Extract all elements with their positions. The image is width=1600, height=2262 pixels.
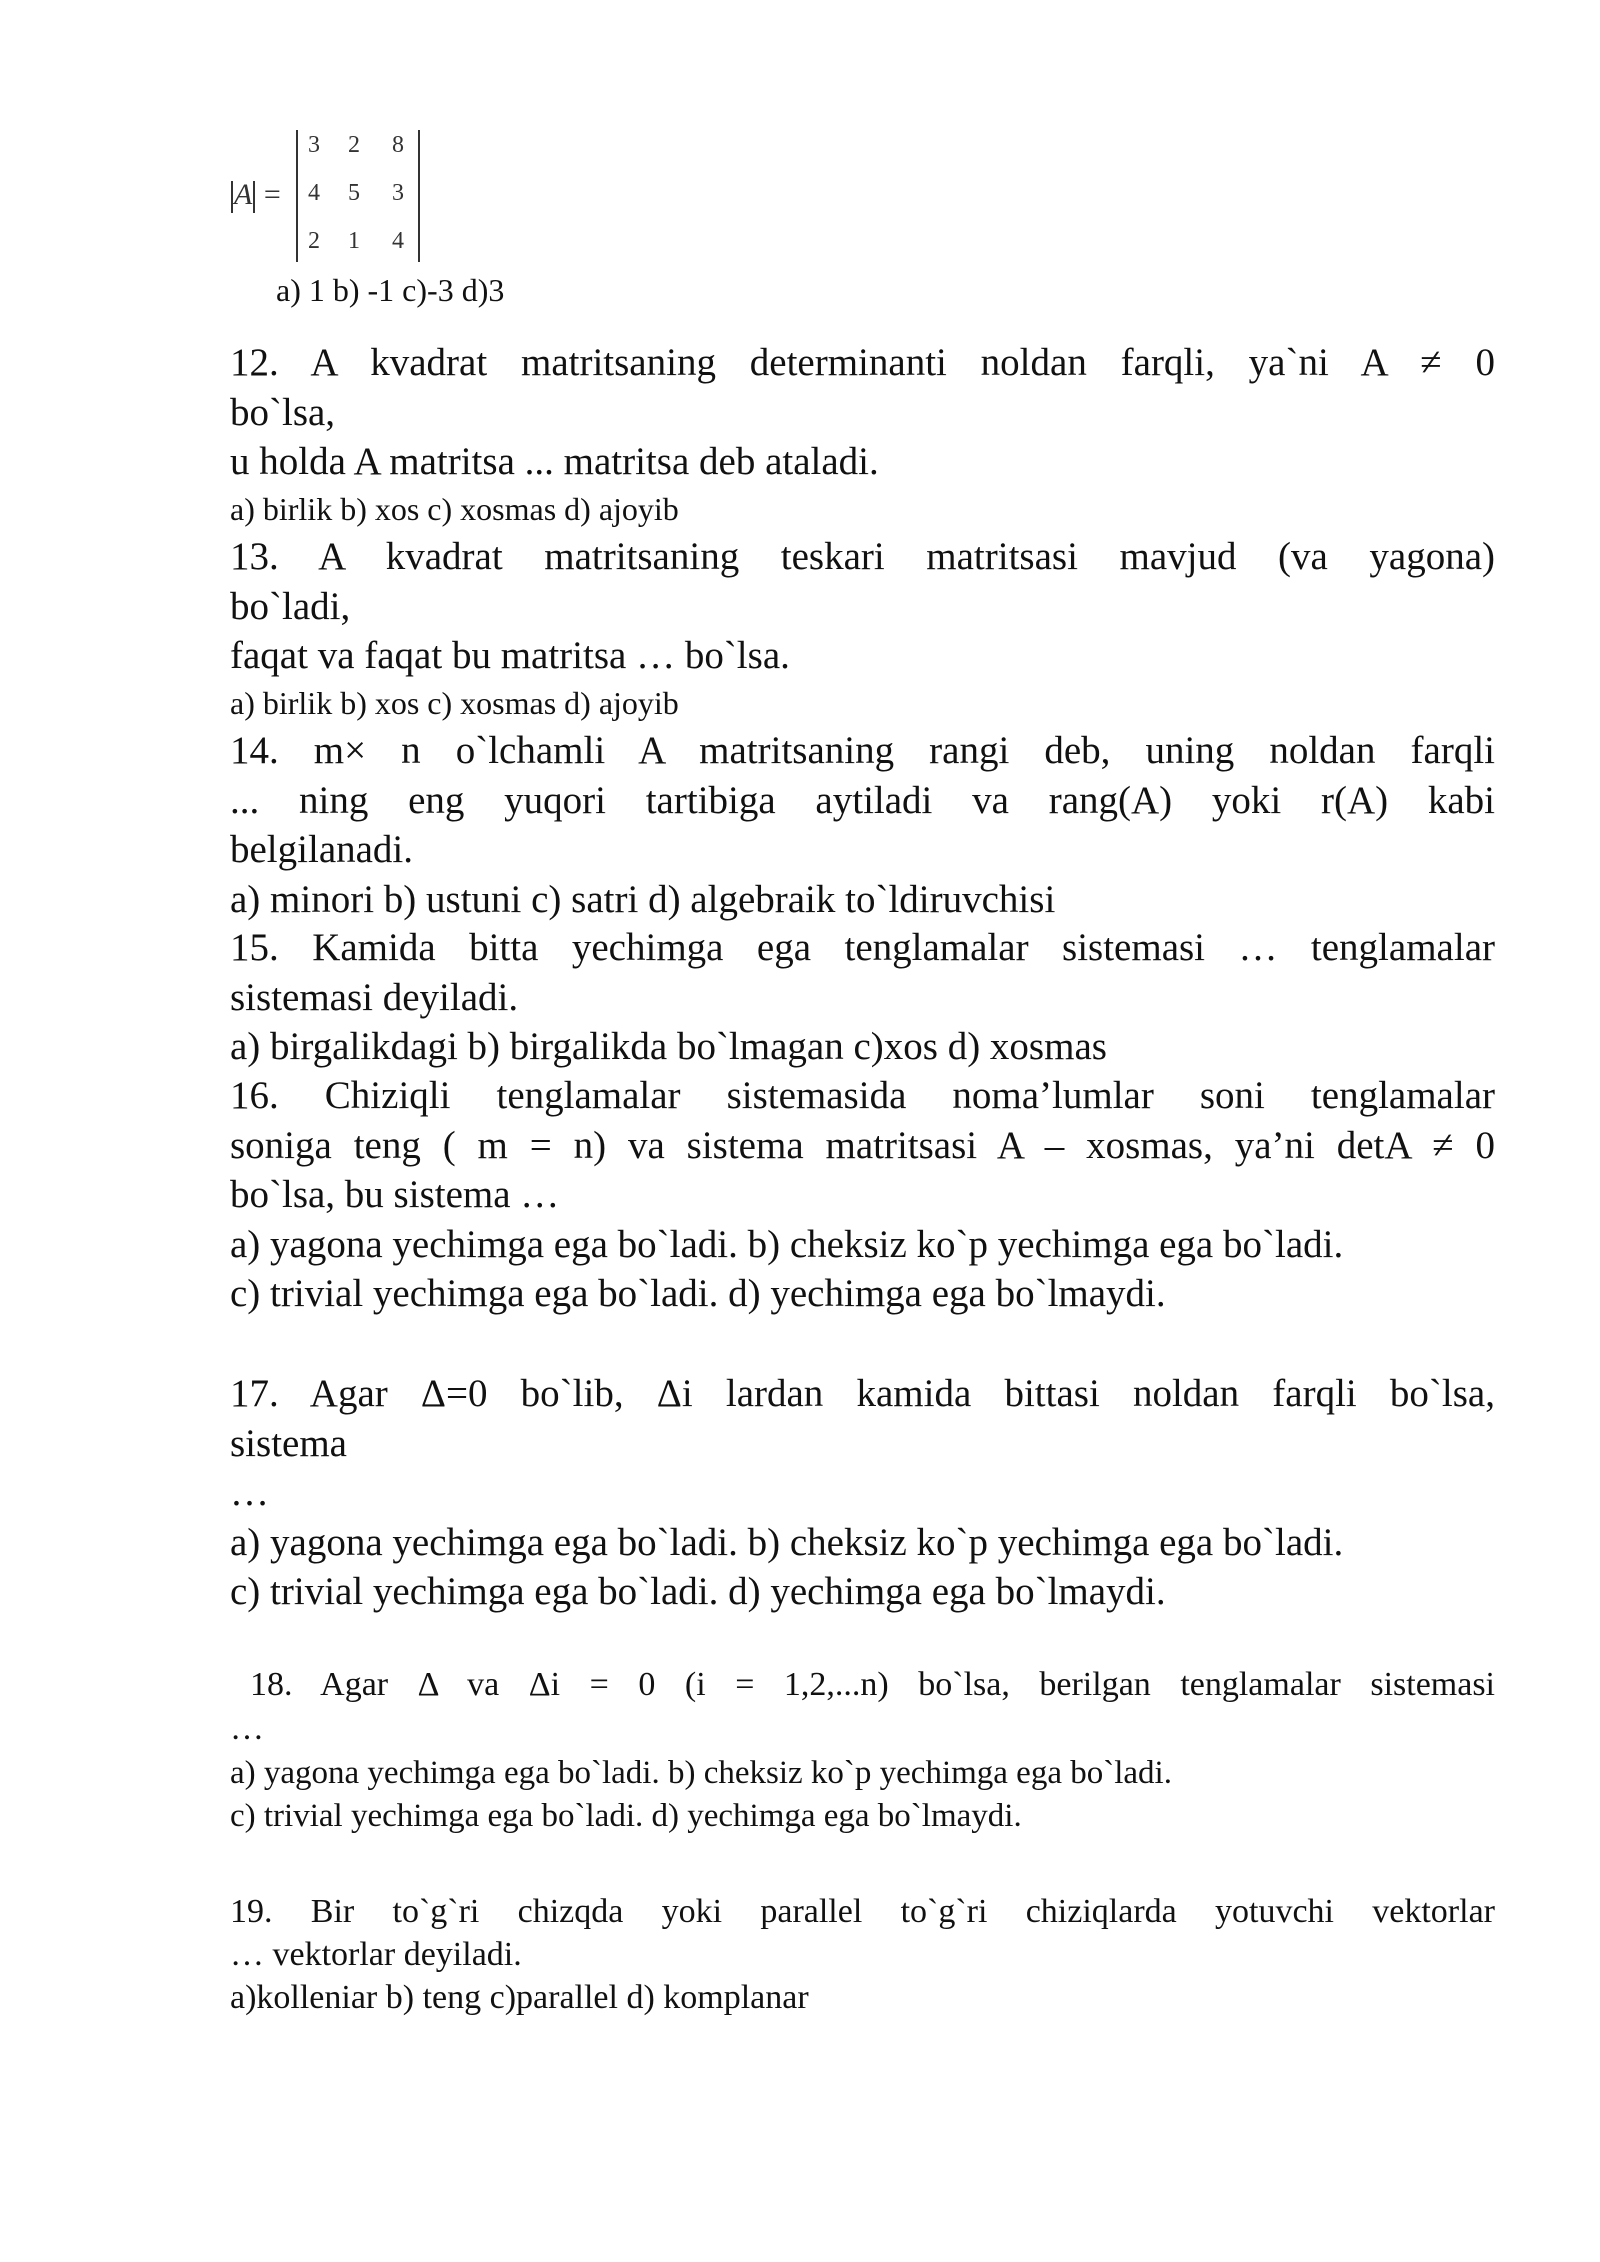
question-14-line2: ... ning eng yuqori tartibiga aytiladi va rang(A) yoki r(A) kabi bbox=[230, 778, 1495, 822]
question-15-options: a) birgalikdagi b) birgalikda bo`lmagan c)xos d) xosmas bbox=[230, 1025, 1107, 1068]
question-14-options: a) minori b) ustuni c) satri d) algebraik to`ldiruvchisi bbox=[230, 877, 1056, 921]
matrix-cell: 4 bbox=[392, 228, 404, 254]
matrix-options: a) 1 b) -1 c)-3 d)3 bbox=[276, 272, 505, 308]
matrix-cell: 1 bbox=[348, 228, 360, 254]
determinant-matrix bbox=[230, 128, 430, 268]
question-16-options-ab: a) yagona yechimga ega bo`ladi. b) cheksiz ko`p yechimga ega bo`ladi. bbox=[230, 1222, 1344, 1266]
matrix-cell: 4 bbox=[308, 180, 320, 206]
question-13 bbox=[230, 532, 1495, 725]
question-13-line2: bo`ladi, bbox=[230, 584, 351, 628]
question-18-cont bbox=[230, 1706, 1495, 1838]
matrix-cell: 2 bbox=[308, 228, 320, 254]
question-19-line2: … vektorlar deyiladi. bbox=[230, 1936, 522, 1973]
matrix-cell: 8 bbox=[392, 132, 404, 158]
question-17-options-cd: c) trivial yechimga ega bo`ladi. d) yechimga ega bo`lmaydi. bbox=[230, 1570, 1166, 1613]
question-17-line3: … bbox=[230, 1471, 269, 1514]
question-13-options: a) birlik b) xos c) xosmas d) ajoyib bbox=[230, 684, 679, 721]
question-12 bbox=[230, 338, 1495, 531]
question-17-options-ab: a) yagona yechimga ega bo`ladi. b) cheksiz ko`p yechimga ega bo`ladi. bbox=[230, 1520, 1344, 1564]
matrix-cell: 3 bbox=[308, 132, 320, 158]
question-12-line2: bo`lsa, bbox=[230, 390, 336, 434]
question-14 bbox=[230, 726, 1495, 924]
question-17-line1: 17. Agar Δ=0 bo`lib, Δi lardan kamida bittasi noldan farqli bo`lsa, bbox=[230, 1372, 1495, 1415]
question-16 bbox=[230, 1071, 1495, 1319]
question-18-options-ab: a) yagona yechimga ega bo`ladi. b) cheksiz ko`p yechimga ega bo`ladi. bbox=[230, 1755, 1172, 1791]
matrix-grid bbox=[296, 130, 420, 262]
question-16-options-cd: c) trivial yechimga ega bo`ladi. d) yechimga ega bo`lmaydi. bbox=[230, 1272, 1166, 1315]
question-18-options-cd: c) trivial yechimga ega bo`ladi. d) yechimga ega bo`lmaydi. bbox=[230, 1798, 1022, 1834]
question-14-line3: belgilanadi. bbox=[230, 828, 414, 871]
matrix-cell: 2 bbox=[348, 132, 360, 158]
question-16-line1: 16. Chiziqli tenglamalar sistemasida noma’lumlar soni tenglamalar bbox=[230, 1074, 1495, 1117]
question-16-line3: bo`lsa, bu sistema … bbox=[230, 1173, 560, 1216]
question-13-line3: faqat va faqat bu matritsa … bo`lsa. bbox=[230, 634, 790, 677]
question-17-line2: sistema bbox=[230, 1421, 347, 1465]
question-19 bbox=[230, 1890, 1495, 2019]
question-15 bbox=[230, 923, 1495, 1072]
matrix-cell: 5 bbox=[348, 180, 360, 206]
question-18-line1: 18. Agar Δ va Δi = 0 (i = 1,2,...n) bo`lsa, berilgan tenglamalar sistemasi bbox=[250, 1666, 1495, 1703]
question-13-line1: 13. A kvadrat matritsaning teskari matritsasi mavjud (va yagona) bbox=[230, 535, 1495, 578]
question-18-line2: … bbox=[230, 1710, 264, 1747]
question-12-line3: u holda A matritsa ... matritsa deb ataladi. bbox=[230, 440, 879, 483]
question-15-line1: 15. Kamida bitta yechimga ega tenglamalar sistemasi … tenglamalar bbox=[230, 926, 1495, 969]
matrix-cell: 3 bbox=[392, 180, 404, 206]
question-15-line2: sistemasi deyiladi. bbox=[230, 975, 519, 1019]
question-16-line2: soniga teng ( m = n) va sistema matritsasi A – xosmas, ya’ni detA ≠ 0 bbox=[230, 1123, 1495, 1167]
matrix-lhs: A = bbox=[230, 178, 281, 213]
question-12-options: a) birlik b) xos c) xosmas d) ajoyib bbox=[230, 490, 679, 527]
question-18 bbox=[250, 1662, 1495, 1708]
question-12-line1: 12. A kvadrat matritsaning determinanti noldan farqli, ya`ni A ≠ 0 bbox=[230, 341, 1495, 384]
question-19-line1: 19. Bir to`g`ri chizqda yoki parallel to`g`ri chiziqlarda yotuvchi vektorlar bbox=[230, 1893, 1495, 1930]
question-19-options: a)kolleniar b) teng c)parallel d) komplanar bbox=[230, 1979, 809, 2016]
question-17 bbox=[230, 1369, 1495, 1617]
question-14-line1: 14. m× n o`lchamli A matritsaning rangi deb, uning noldan farqli bbox=[230, 729, 1495, 772]
